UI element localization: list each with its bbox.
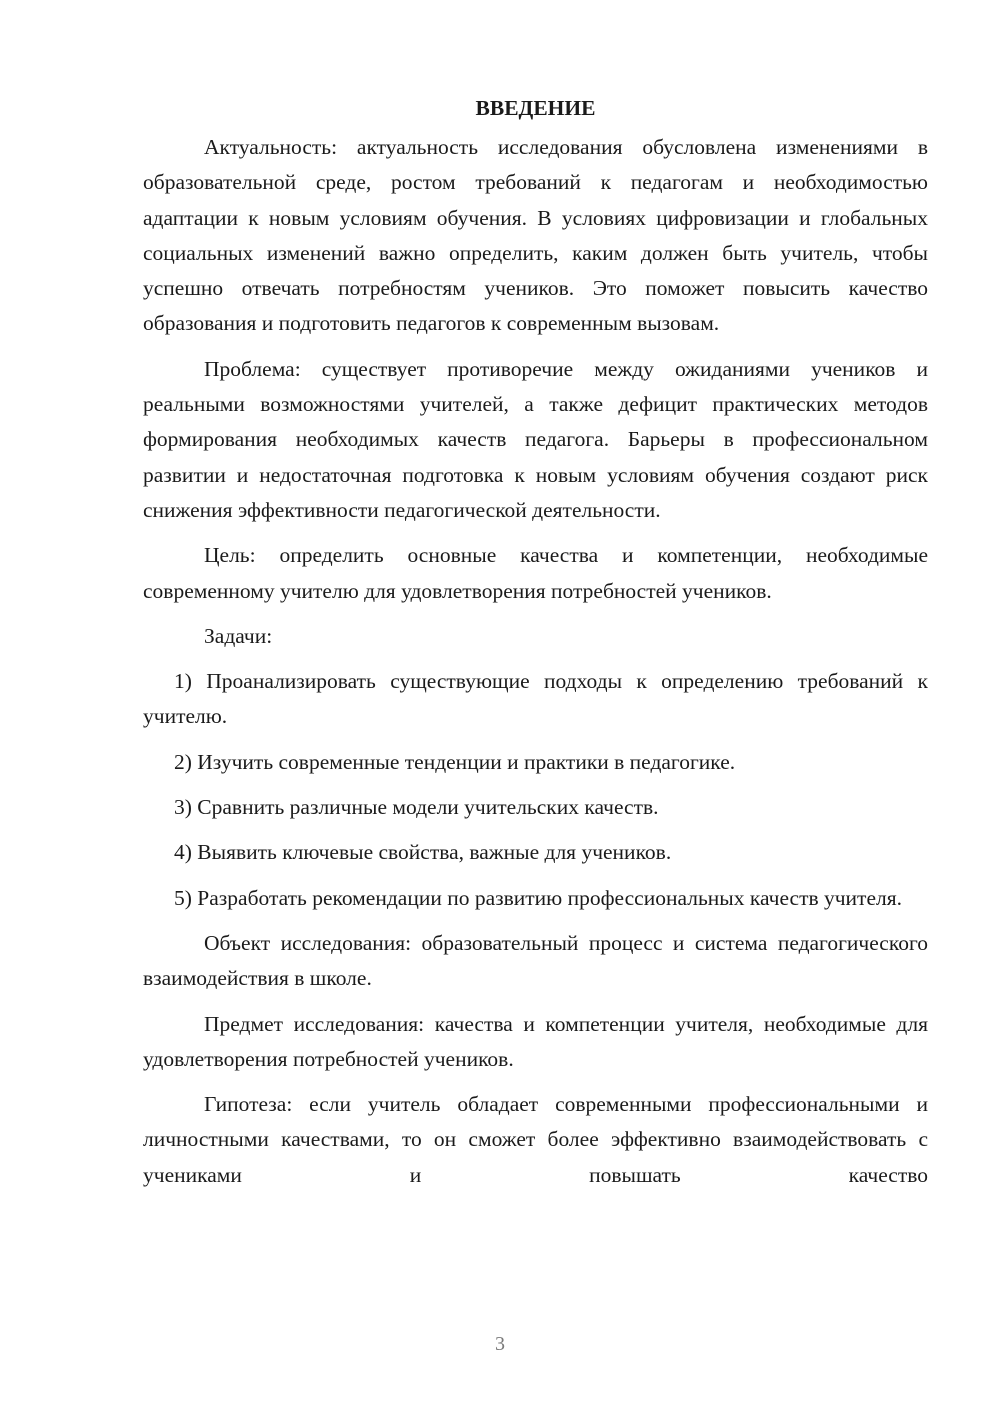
- object-paragraph: Объект исследования: образовательный процесс и система педагогического взаимодействия в школе.: [143, 930, 928, 991]
- problem-paragraph: Проблема: существует противоречие между ожиданиями учеников и реальными возможностями учителей, а также дефицит практических методов формирования необходимых качеств педагога. Барьеры в профессиональном развитии и недостаточная подготовка к новым условиям обучения создают риск снижения эффективности педагогической деятельности.: [143, 356, 928, 522]
- task-item: 4) Выявить ключевые свойства, важные для учеников.: [174, 840, 672, 865]
- hypothesis-paragraph: Гипотеза: если учитель обладает современными профессиональными и личностными качествами, то он сможет более эффективно взаимодействовать с учениками и повышать качество: [143, 1092, 928, 1187]
- document-page: [143, 88, 928, 1203]
- relevance-paragraph: Актуальность: актуальность исследования обусловлена изменениями в образовательной среде, ростом требований к педагогам и необходимостью адаптации к новым условиям обучения. В условиях цифровизации и глобальных социальных изменений важно определить, каким должен быть учитель, чтобы успешно отвечать потребностям учеников. Это поможет повысить качество образования и подготовить педагогов к современным вызовам.: [143, 135, 928, 336]
- page-number: 3: [495, 1333, 505, 1355]
- task-item: 2) Изучить современные тенденции и практики в педагогике.: [174, 749, 736, 774]
- goal-paragraph: Цель: определить основные качества и компетенции, необходимые современному учителю для удовлетворения потребностей учеников.: [143, 543, 928, 603]
- tasks-label: Задачи:: [204, 623, 273, 648]
- task-item: 3) Сравнить различные модели учительских качеств.: [174, 795, 659, 820]
- section-title: ВВЕДЕНИЕ: [475, 96, 596, 120]
- task-item: 1) Проанализировать существующие подходы к определению требований к учителю.: [143, 669, 928, 729]
- subject-paragraph: Предмет исследования: качества и компетенции учителя, необходимые для удовлетворения потребностей учеников.: [143, 1011, 928, 1071]
- task-item: 5) Разработать рекомендации по развитию профессиональных качеств учителя.: [174, 885, 902, 910]
- tasks-list: [143, 664, 928, 916]
